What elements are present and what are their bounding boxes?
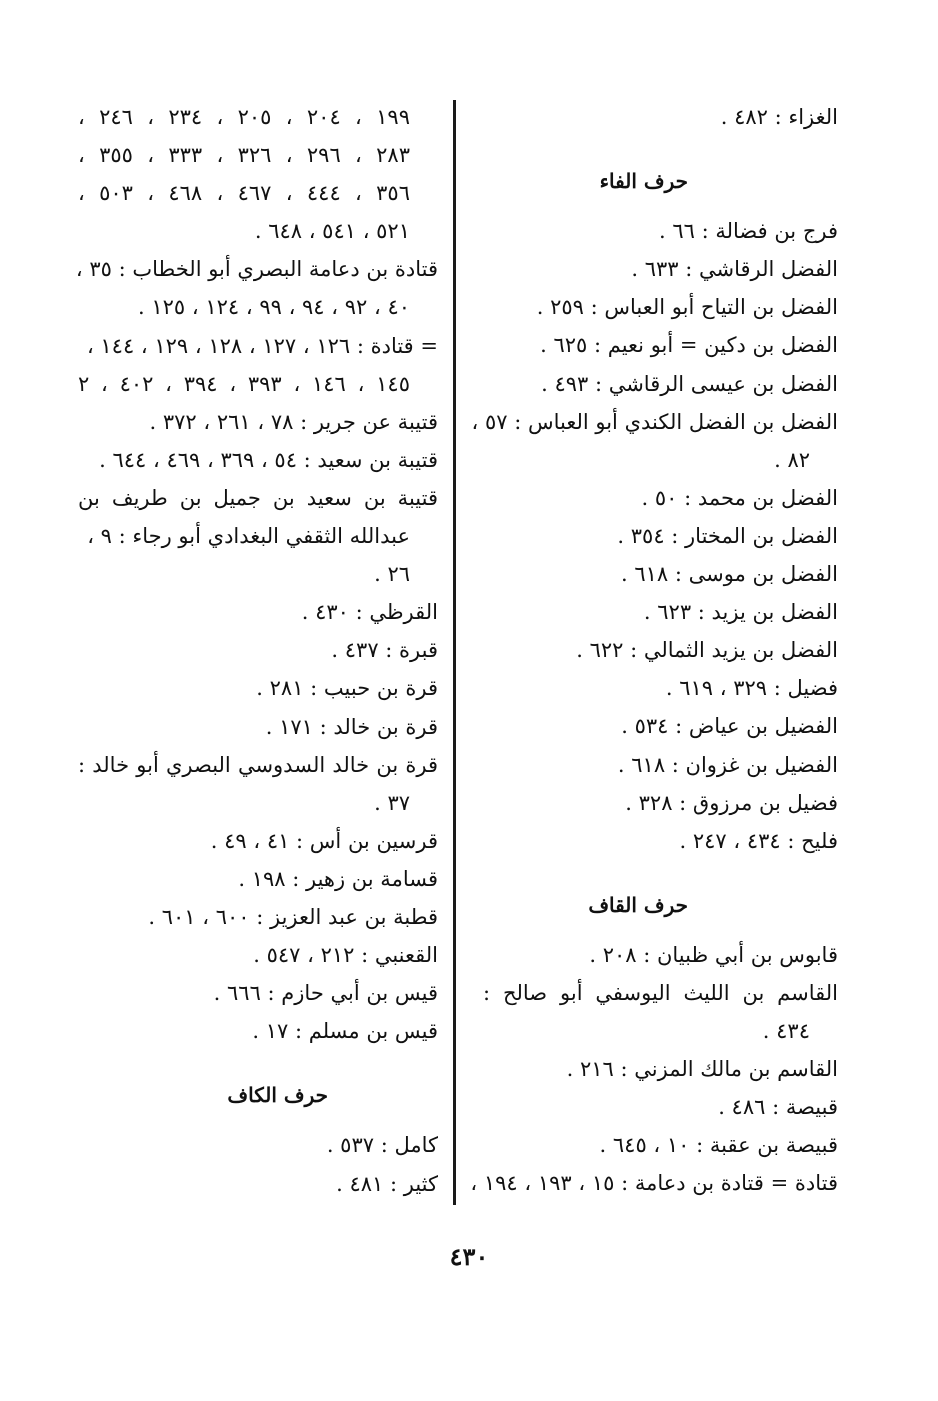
index-entry: الفضل بن الفضل الكندي أبو العباس : ٥٧ ، xyxy=(471,409,838,434)
index-entry: قيس بن أبي حازم : ٦٦٦ . xyxy=(213,981,438,1006)
index-entry: القاسم بن مالك المزني : ٢١٦ . xyxy=(566,1057,838,1082)
index-entry: الفضل بن يزيد الثمالي : ٦٢٢ . xyxy=(576,638,838,663)
index-entry-continuation: ٣٧ . xyxy=(374,790,410,815)
index-entry: قتيبة عن جرير : ٧٨ ، ٢٦١ ، ٣٧٢ . xyxy=(149,409,438,434)
index-entry: الفضيل بن عياض : ٥٣٤ . xyxy=(621,714,838,739)
index-entry-continuation: ٢٦ . xyxy=(374,562,410,587)
index-entry-continuation: ٨٢ . xyxy=(774,447,810,472)
index-entry: الغزاء : ٤٨٢ . xyxy=(720,105,838,129)
left-column xyxy=(75,98,438,1203)
index-entry-continuation: ٢٨٣ ، ٢٩٦ ، ٣٢٦ ، ٣٣٣ ، ٣٥٥ ، xyxy=(78,143,410,168)
index-entry: الفضل الرقاشي : ٦٣٣ . xyxy=(631,257,838,282)
index-entry: الفضل بن موسى : ٦١٨ . xyxy=(621,562,838,587)
index-entry: قتادة = قتادة بن دعامة : ١٥ ، ١٩٣ ، ١٩٤ ، xyxy=(470,1171,838,1196)
index-entry: الفضل بن يزيد : ٦٢٣ . xyxy=(643,600,838,625)
index-entry: قطبة بن عبد العزيز : ٦٠٠ ، ٦٠١ . xyxy=(148,904,438,929)
index-entry: قرة بن خالد : ١٧١ . xyxy=(265,714,438,739)
section-heading-qaf: حرف القاف xyxy=(588,892,688,917)
index-entry: فضيل بن مرزوق : ٣٢٨ . xyxy=(625,790,838,815)
column-divider xyxy=(453,100,456,1205)
index-entry-continuation: ١٩٩ ، ٢٠٤ ، ٢٠٥ ، ٢٣٤ ، ٢٤٦ ، xyxy=(78,105,410,129)
index-entry-continuation: ١٤٥ ، ١٤٦ ، ٣٩٣ ، ٣٩٤ ، ٤٠٢ ، ٢ xyxy=(78,371,410,396)
index-entry-continuation: عبدالله الثقفي البغدادي أبو رجاء : ٩ ، xyxy=(87,524,410,549)
index-entry: كامل : ٥٣٧ . xyxy=(326,1133,438,1158)
index-entry: الفضل بن المختار : ٣٥٤ . xyxy=(617,523,838,548)
index-entry: قبيصة : ٤٨٦ . xyxy=(718,1095,838,1120)
index-entry-continuation: ٤٣٤ . xyxy=(762,1019,810,1044)
index-entry: فرج بن فضالة : ٦٦ . xyxy=(658,219,838,244)
index-entry: قتادة بن دعامة البصري أبو الخطاب : ٣٥ ، xyxy=(75,257,438,282)
index-entry: الفضل بن التياح أبو العباس : ٢٥٩ . xyxy=(536,295,838,320)
index-entry: القعنبي : ٢١٢ ، ٥٤٧ . xyxy=(253,943,438,968)
index-entry: فليح : ٤٣٤ ، ٢٤٧ . xyxy=(679,828,838,853)
index-entry: القاسم بن الليث اليوسفي أبو صالح : xyxy=(483,980,838,1005)
index-entry: القرظي : ٤٣٠ . xyxy=(301,600,438,625)
index-entry: الفضل بن عيسى الرقاشي : ٤٩٣ . xyxy=(541,371,838,396)
right-column xyxy=(470,98,838,1203)
index-entry-continuation: ٤٠ ، ٩٢ ، ٩٤ ، ٩٩ ، ١٢٤ ، ١٢٥ . xyxy=(138,295,410,320)
index-entry: قسامة بن زهير : ١٩٨ . xyxy=(238,866,438,891)
index-entry: قبيصة بن عقبة : ١٠ ، ٦٤٥ . xyxy=(599,1133,838,1158)
index-entry-continuation: ٣٥٦ ، ٤٤٤ ، ٤٦٧ ، ٤٦٨ ، ٥٠٣ ، xyxy=(78,181,410,206)
index-entry: الفضل بن محمد : ٥٠ . xyxy=(641,485,838,510)
index-entry-continuation: ٥٢١ ، ٥٤١ ، ٦٤٨ . xyxy=(254,219,410,244)
index-entry: قتيبة بن سعيد بن جميل بن طريف بن xyxy=(78,485,438,510)
index-entry: قيس بن مسلم : ١٧ . xyxy=(252,1019,438,1044)
index-entry: قتيبة بن سعيد : ٥٤ ، ٣٦٩ ، ٤٦٩ ، ٦٤٤ . xyxy=(99,447,438,472)
index-entry: قرة بن حبيب : ٢٨١ . xyxy=(256,676,438,701)
index-entry: الفضيل بن غزوان : ٦١٨ . xyxy=(617,752,838,777)
index-entry: الفضل بن دكين = أبو نعيم : ٦٢٥ . xyxy=(540,333,838,358)
section-heading-kaf: حرف الكاف xyxy=(227,1083,328,1108)
page-number: ٤٣٠ xyxy=(449,1242,489,1271)
index-entry: كثير : ٤٨١ . xyxy=(336,1171,438,1196)
index-entry: قرة بن خالد السدوسي البصري أبو خالد : xyxy=(78,752,438,777)
index-entry: قبرة : ٤٣٧ . xyxy=(331,638,438,663)
section-heading-fa: حرف الفاء xyxy=(599,169,688,194)
index-entry: قابوس بن أبي ظبيان : ٢٠٨ . xyxy=(589,942,838,967)
index-entry: قرسين بن أس : ٤١ ، ٤٩ . xyxy=(210,828,438,853)
index-entry: = قتادة : ١٢٦ ، ١٢٧ ، ١٢٨ ، ١٢٩ ، ١٤٤ ، xyxy=(86,333,438,358)
index-entry: فضيل : ٣٢٩ ، ٦١٩ . xyxy=(665,676,838,701)
